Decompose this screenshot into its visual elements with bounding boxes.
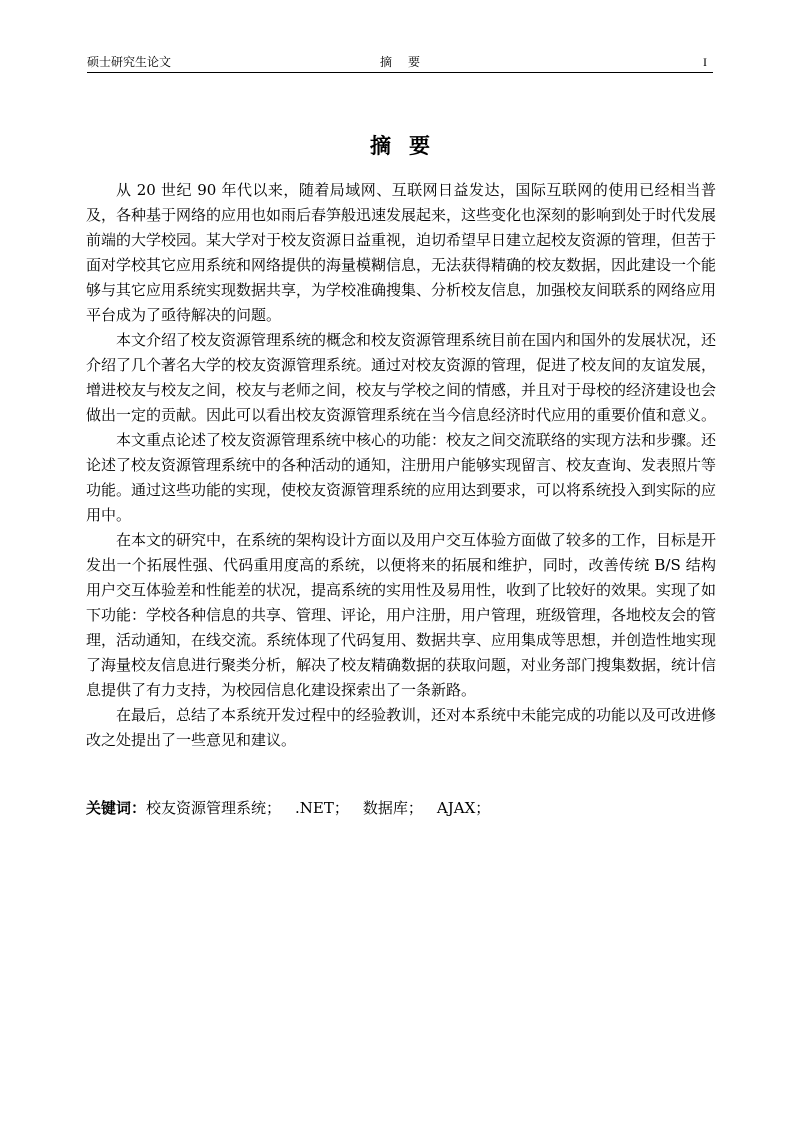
header-thesis-label: 硕士研究生论文 xyxy=(87,55,172,69)
header-rule xyxy=(87,72,713,73)
keyword-item: .NET； xyxy=(295,799,349,817)
abstract-paragraph-1: 从 20 世纪 90 年代以来，随着局域网、互联网日益发达，国际互联网的使用已经相当普及，各种基于网络的应用也如雨后春笋般迅速发展起来，这些变化也深刻的影响到处于时代发展前端的大学校园。某大学对于校友资源日益重视，迫切希望早日建立起校友资源的管理，但苦于面对学校其它应用系统和网络提供的海量模糊信息，无法获得精确的校友数据，因此建设一个能够与其它应用系统实现数据共享，为学校准确搜集、分析校友信息，加强校友间联系的网络应用平台成为了亟待解决的问题。 xyxy=(86,181,717,324)
abstract-paragraph-4: 在本文的研究中，在系统的架构设计方面以及用户交互体验方面做了较多的工作，目标是开发出一个拓展性强、代码重用度高的系统，以便将来的拓展和维护，同时，改善传统 B/S 结构用户交互体验差和性能差的状况，提高系统的实用性及易用性，收到了比较好的效果。实现了如下功能：学校各种信息的共享、管理、评论，用户注册，用户管理，班级管理，各地校友会的管理，活动通知，在线交流。系统体现了代码复用、数据共享、应用集成等思想，并创造性地实现了海量校友信息进行聚类分析，解决了校友精确数据的获取问题，对业务部门搜集数据，统计信息提供了有力支持，为校园信息化建设探索出了一条新路。 xyxy=(86,531,717,699)
header-section-title: 摘要 xyxy=(379,55,436,69)
header-page-number: I xyxy=(703,55,707,69)
keyword-item: AJAX； xyxy=(436,799,491,817)
keywords-line xyxy=(86,796,716,821)
abstract-paragraph-2: 本文介绍了校友资源管理系统的概念和校友资源管理系统目前在国内和国外的发展状况，还介绍了几个著名大学的校友资源管理系统。通过对校友资源的管理，促进了校友间的友谊发展，增进校友与校友之间，校友与老师之间，校友与学校之间的情感，并且对于母校的经济建设也会做出一定的贡献。因此可以看出校友资源管理系统在当今信息经济时代应用的重要价值和意义。 xyxy=(86,331,717,424)
keyword-item: 数据库； xyxy=(362,799,423,817)
page-title: 摘要 xyxy=(370,134,448,158)
abstract-paragraph-5: 在最后，总结了本系统开发过程中的经验教训，还对本系统中未能完成的功能以及可改进修改之处提出了一些意见和建议。 xyxy=(86,706,717,749)
abstract-body xyxy=(86,178,716,753)
abstract-paragraph-3: 本文重点论述了校友资源管理系统中核心的功能：校友之间交流联络的实现方法和步骤。还论述了校友资源管理系统中的各种活动的通知，注册用户能够实现留言、校友查询、发表照片等功能。通过这些功能的实现，使校友资源管理系统的应用达到要求，可以将系统投入到实际的应用中。 xyxy=(86,431,717,524)
keyword-item: 校友资源管理系统； xyxy=(146,799,282,817)
keywords-label: 关键词： xyxy=(86,799,147,817)
